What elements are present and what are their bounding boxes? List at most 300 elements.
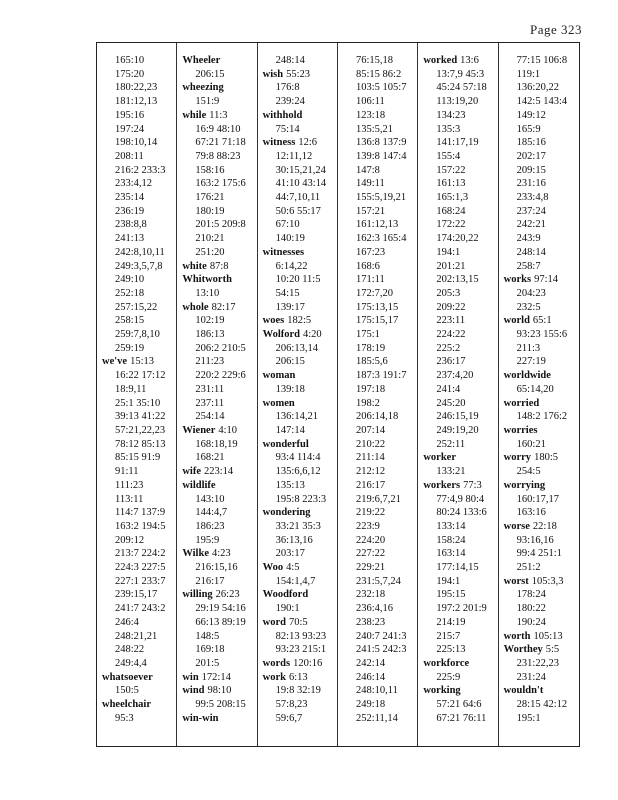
index-headword — [102, 698, 176, 712]
page-line-reference: 50:6 55:17 — [275, 205, 321, 217]
page-line-reference: 220:2 229:6 — [195, 370, 246, 382]
page-line-reference: 10:20 11:5 — [275, 274, 321, 286]
page-line-reference: 202:13,15 — [436, 274, 479, 286]
page-line-reference: 172:22 — [436, 219, 466, 231]
page-line-reference: 77:4,9 80:4 — [436, 493, 485, 505]
page-line-reference: 240:7 241:3 — [356, 630, 407, 642]
headword-reference: 11:3 — [209, 109, 228, 121]
page-line-reference: 248:10,11 — [356, 685, 398, 697]
index-column-4 — [338, 43, 418, 746]
page-line-reference: 133:14 — [436, 520, 466, 532]
headword-text: wonderful — [262, 438, 309, 450]
page-line-reference: 16:9 48:10 — [195, 123, 241, 135]
index-column-6 — [499, 43, 579, 746]
page-line-reference: 178:24 — [516, 589, 546, 601]
page-line-reference: 93:23 215:1 — [275, 644, 327, 656]
index-headword — [182, 547, 256, 561]
page-line-reference: 165:9 — [516, 123, 541, 135]
page-line-reference: 85:15 86:2 — [356, 68, 402, 80]
headword-reference: 182:5 — [287, 315, 312, 327]
page-line-reference: 245:20 — [436, 397, 466, 409]
page-line-reference: 155:5,19,21 — [356, 192, 407, 204]
headword-reference: 82:17 — [211, 301, 236, 313]
headword-reference: 4:23 — [211, 548, 231, 560]
page-line-reference: 195:16 — [115, 109, 145, 121]
page-line-reference: 195:9 — [195, 534, 220, 546]
page-line-reference: 198:10,14 — [115, 137, 158, 149]
page-line-reference: 178:19 — [356, 342, 386, 354]
page-line-reference: 176:21 — [195, 192, 225, 204]
headword-reference: 223:14 — [204, 466, 234, 478]
page-line-reference: 216:2 233:3 — [115, 164, 166, 176]
page-line-reference: 198:2 — [356, 397, 380, 409]
page-line-reference: 235:14 — [115, 192, 145, 204]
page-line-reference: 227:19 — [516, 356, 546, 368]
page-line-reference: 241:7 243:2 — [115, 603, 166, 615]
page-line-reference: 102:19 — [195, 315, 225, 327]
headword-text: works — [503, 274, 532, 286]
index-headword — [263, 588, 337, 602]
page-line-reference: 147:8 — [356, 164, 380, 176]
page-line-reference: 150:5 — [115, 685, 139, 697]
page-line-reference: 238:23 — [356, 616, 386, 628]
page-line-reference: 242:8,10,11 — [115, 246, 165, 258]
index-column-1 — [97, 43, 177, 746]
index-headword — [504, 520, 579, 534]
page-line-reference: 233:4,12 — [115, 178, 153, 190]
page-line-reference: 212:12 — [356, 466, 386, 478]
page-line-reference: 232:18 — [356, 589, 386, 601]
index-headword — [504, 273, 579, 287]
page-line-reference: 236:19 — [115, 205, 145, 217]
page-line-reference: 149:12 — [516, 109, 546, 121]
page-line-reference: 160:17,17 — [516, 493, 559, 505]
headword-text: worldwide — [503, 370, 551, 382]
headword-text: wildlife — [182, 479, 216, 491]
page-line-reference: 139:8 147:4 — [356, 150, 407, 162]
page-line-reference: 162:3 165:4 — [356, 233, 407, 245]
page-line-reference: 93:4 114:4 — [275, 452, 321, 464]
page-line-reference: 224:22 — [436, 329, 466, 341]
page-line-reference: 143:10 — [195, 493, 225, 505]
headword-text: wondering — [262, 507, 311, 519]
page-number: Page 323 — [529, 22, 582, 37]
index-headword — [504, 424, 579, 438]
page-line-reference: 114:7 137:9 — [115, 507, 166, 519]
headword-text: wife — [182, 466, 201, 478]
page-line-reference: 76:15,18 — [356, 55, 394, 66]
headword-reference: 87:8 — [209, 260, 229, 272]
page-line-reference: 206:15 — [275, 356, 305, 368]
index-headword — [263, 246, 337, 260]
page-line-reference: 197:24 — [115, 123, 145, 135]
page-line-reference: 197:18 — [356, 383, 386, 395]
page-line-reference: 206:14,18 — [356, 411, 399, 423]
page-line-reference: 157:22 — [436, 164, 466, 176]
page-line-reference: 181:12,13 — [115, 96, 158, 108]
page-line-reference: 93:23 155:6 — [516, 329, 568, 341]
page-line-reference: 213:7 224:2 — [115, 548, 166, 560]
headword-reference: 22:18 — [532, 520, 557, 532]
page-line-reference: 258:7 — [516, 260, 541, 272]
headword-reference: 4:10 — [218, 424, 238, 436]
page-line-reference: 6:14,22 — [275, 260, 308, 272]
page-line-reference: 206:15 — [195, 68, 225, 80]
page-line-reference: 249:3,5,7,8 — [115, 260, 163, 272]
page-line-reference: 66:13 89:19 — [195, 616, 246, 628]
index-headword — [263, 561, 337, 575]
page-line-reference: 231:5,7,24 — [356, 575, 401, 587]
headword-text: worries — [503, 424, 538, 436]
page-line-reference: 91:11 — [115, 466, 139, 478]
page-line-reference: 238:8,8 — [115, 219, 147, 231]
page-line-reference: 148:2 176:2 — [516, 411, 568, 423]
page-line-reference: 180:22 — [516, 603, 546, 615]
headword-text: women — [262, 397, 295, 409]
page-line-reference: 187:3 191:7 — [356, 370, 407, 382]
page-line-reference: 44:7,10,11 — [275, 192, 321, 204]
headword-text: workers — [423, 479, 461, 491]
page-line-reference: 242:14 — [356, 657, 386, 669]
page-line-reference: 165:1,3 — [436, 192, 469, 204]
page-line-reference: 39:13 41:22 — [115, 411, 166, 423]
page-line-reference: 195:1 — [516, 712, 541, 724]
headword-text: Wiener — [182, 424, 216, 436]
page-line-reference: 139:17 — [275, 301, 305, 313]
page-line-reference: 243:9 — [516, 233, 541, 245]
page-line-reference: 119:1 — [516, 68, 541, 80]
page-line-reference: 225:13 — [436, 644, 466, 656]
page-line-reference: 139:18 — [275, 383, 305, 395]
page-line-reference: 211:23 — [195, 356, 225, 368]
index-headword — [263, 397, 337, 411]
page-line-reference: 82:13 93:23 — [275, 630, 327, 642]
index-headword — [504, 369, 579, 383]
page-line-reference: 186:23 — [195, 520, 225, 532]
page-line-reference: 216:15,16 — [195, 562, 238, 574]
headword-text: Woodford — [262, 589, 309, 601]
page-line-reference: 163:2 175:6 — [195, 178, 246, 190]
page-line-reference: 28:15 42:12 — [516, 699, 568, 711]
headword-text: Worthey — [503, 644, 543, 656]
page-line-reference: 65:14,20 — [516, 383, 554, 395]
index-column-3 — [258, 43, 338, 746]
page-line-reference: 227:22 — [356, 548, 386, 560]
index-headword — [423, 684, 497, 698]
page-line-reference: 216:17 — [356, 479, 386, 491]
page-line-reference: 231:16 — [516, 178, 546, 190]
page-line-reference: 135:3 — [436, 123, 461, 135]
page-line-reference: 190:1 — [275, 603, 300, 615]
page-line-reference: 168:6 — [356, 260, 380, 272]
page-line-reference: 123:18 — [356, 109, 386, 121]
page-line-reference: 176:8 — [275, 82, 300, 94]
page-line-reference: 237:24 — [516, 205, 546, 217]
page-line-reference: 175:1 — [356, 329, 380, 341]
headword-reference: 6:13 — [289, 671, 308, 683]
page-line-reference: 252:11 — [436, 438, 466, 450]
index-headword — [182, 712, 256, 726]
index-column-5 — [418, 43, 498, 746]
index-headword — [504, 397, 579, 411]
headword-text: wheezing — [182, 82, 224, 94]
index-headword — [263, 68, 337, 82]
page-line-reference: 136:20,22 — [516, 82, 559, 94]
page-line-reference: 168:18,19 — [195, 438, 238, 450]
page-line-reference: 254:5 — [516, 466, 541, 478]
page-line-reference: 209:22 — [436, 301, 466, 313]
index-headword — [263, 328, 337, 342]
headword-reference: 98:10 — [207, 685, 232, 697]
page-line-reference: 103:5 105:7 — [356, 82, 407, 94]
index-headword — [182, 424, 256, 438]
page-line-reference: 202:17 — [516, 150, 546, 162]
page-line-reference: 242:21 — [516, 219, 546, 231]
page-line-reference: 248:21,21 — [115, 630, 158, 642]
page-line-reference: 195:15 — [436, 589, 466, 601]
page-line-reference: 36:13,16 — [275, 534, 313, 546]
index-headword — [182, 684, 256, 698]
index-headword — [182, 301, 256, 315]
page-line-reference: 231:22,23 — [516, 657, 559, 669]
headword-text: worry — [503, 452, 532, 464]
page-line-reference: 206:2 210:5 — [195, 342, 246, 354]
page-line-reference: 241:5 242:3 — [356, 644, 407, 656]
page-line-reference: 197:2 201:9 — [436, 603, 487, 615]
page-line-reference: 215:7 — [436, 630, 461, 642]
page-line-reference: 59:6,7 — [275, 712, 303, 724]
page-line-reference: 249:19,20 — [436, 424, 479, 436]
page-line-reference: 249:18 — [356, 699, 386, 711]
index-headword — [182, 479, 256, 493]
index-headword — [263, 369, 337, 383]
page-line-reference: 157:21 — [356, 205, 386, 217]
index-headword — [504, 643, 579, 657]
headword-reference: 12:6 — [298, 137, 317, 149]
page-line-reference: 163:16 — [516, 507, 546, 519]
page-line-reference: 190:24 — [516, 616, 546, 628]
page-line-reference: 174:20,22 — [436, 233, 479, 245]
page-line-reference: 223:11 — [436, 315, 466, 327]
page-line-reference: 133:21 — [436, 466, 466, 478]
page-line-reference: 136:8 137:9 — [356, 137, 407, 149]
index-headword — [504, 684, 579, 698]
page-line-reference: 163:2 194:5 — [115, 520, 166, 532]
page-line-reference: 113:11 — [115, 493, 144, 505]
page-line-reference: 225:2 — [436, 342, 461, 354]
index-headword — [263, 506, 337, 520]
page-line-reference: 225:9 — [436, 671, 461, 683]
index-headword — [263, 136, 337, 150]
page-line-reference: 249:4,4 — [115, 657, 147, 669]
page-line-reference: 13:10 — [195, 287, 220, 299]
page-line-reference: 75:14 — [275, 123, 300, 135]
page-line-reference: 233:4,8 — [516, 192, 549, 204]
headword-reference: 70:5 — [289, 616, 308, 628]
page-line-reference: 113:19,20 — [436, 96, 479, 108]
page-line-reference: 78:12 85:13 — [115, 438, 166, 450]
page-line-reference: 254:14 — [195, 411, 225, 423]
page-line-reference: 248:14 — [516, 246, 546, 258]
page-line-reference: 248:14 — [275, 55, 305, 66]
page-line-reference: 203:17 — [275, 548, 305, 560]
headword-text: Whitworth — [182, 274, 232, 286]
index-headword — [423, 479, 497, 493]
page-line-reference: 18:9,11 — [115, 383, 147, 395]
page-line-reference: 231:24 — [516, 671, 546, 683]
page-line-reference: 227:1 233:7 — [115, 575, 166, 587]
headword-reference: 180:5 — [534, 452, 558, 464]
page-line-reference: 169:18 — [195, 644, 225, 656]
index-headword — [182, 588, 256, 602]
index-headword — [182, 54, 256, 68]
page-line-reference: 57:8,23 — [275, 699, 308, 711]
index-headword — [182, 671, 256, 685]
page-line-reference: 67:21 71:18 — [195, 137, 246, 149]
page-line-reference: 99:4 251:1 — [516, 548, 562, 560]
page-line-reference: 144:4,7 — [195, 507, 228, 519]
page-line-reference: 175:20 — [115, 68, 145, 80]
page-line-reference: 161:13 — [436, 178, 466, 190]
page-line-reference: 141:17,19 — [436, 137, 479, 149]
page-line-reference: 231:11 — [195, 383, 225, 395]
page-line-reference: 251:20 — [195, 246, 225, 258]
headword-text: we've — [102, 356, 128, 368]
page-line-reference: 140:19 — [275, 233, 305, 245]
headword-text: worrying — [503, 479, 546, 491]
page-line-reference: 142:5 143:4 — [516, 96, 568, 108]
index-headword — [263, 109, 337, 123]
index-headword — [263, 671, 337, 685]
page-line-reference: 136:14,21 — [275, 411, 318, 423]
index-headword — [263, 314, 337, 328]
headword-reference: 97:14 — [534, 274, 558, 286]
page-line-reference: 149:11 — [356, 178, 385, 190]
headword-reference: 15:13 — [130, 356, 154, 368]
headword-text: worker — [423, 452, 456, 464]
headword-text: white — [182, 260, 207, 272]
page-line-reference: 30:15,21,24 — [275, 164, 326, 176]
page-line-reference: 246:15,19 — [436, 411, 479, 423]
headword-reference: 13:6 — [460, 55, 479, 66]
page-line-reference: 160:21 — [516, 438, 546, 450]
page-line-reference: 95:3 — [115, 712, 134, 724]
page-line-reference: 67:10 — [275, 219, 300, 231]
headword-text: wouldn't — [503, 685, 544, 697]
page-line-reference: 246:14 — [356, 671, 386, 683]
page-line-reference: 239:24 — [275, 96, 305, 108]
headword-text: witness — [262, 137, 296, 149]
page-line-reference: 25:1 35:10 — [115, 397, 161, 409]
page-line-reference: 219:22 — [356, 507, 386, 519]
page-line-reference: 252:18 — [115, 287, 145, 299]
page-line-reference: 208:11 — [115, 150, 144, 162]
page-line-reference: 211:14 — [356, 452, 385, 464]
page-line-reference: 232:5 — [516, 301, 541, 313]
page-line-reference: 251:2 — [516, 562, 541, 574]
page-line-reference: 209:12 — [115, 534, 145, 546]
page-line-reference: 219:6,7,21 — [356, 493, 401, 505]
headword-text: worst — [503, 575, 529, 587]
headword-text: willing — [182, 589, 213, 601]
headword-text: whole — [182, 301, 209, 313]
headword-reference: 26:23 — [215, 589, 240, 601]
page-line-reference: 79:8 88:23 — [195, 150, 241, 162]
page-line-reference: 99:5 208:15 — [195, 699, 246, 711]
page-line-reference: 257:15,22 — [115, 301, 158, 313]
headword-reference: 77:3 — [463, 479, 482, 491]
index-headword — [182, 273, 256, 287]
index-headword — [423, 54, 497, 68]
page-line-reference: 151:9 — [195, 96, 220, 108]
headword-reference: 5:5 — [545, 644, 560, 656]
page-line-reference: 41:10 43:14 — [275, 178, 327, 190]
page-line-reference: 168:21 — [195, 452, 225, 464]
page-line-reference: 229:21 — [356, 562, 386, 574]
headword-text: worse — [503, 520, 530, 532]
page-line-reference: 201:5 209:8 — [195, 219, 246, 231]
headword-text: Woo — [262, 562, 284, 574]
headword-text: whatsoever — [102, 671, 153, 683]
page-line-reference: 224:20 — [356, 534, 386, 546]
page-line-reference: 54:15 — [275, 287, 300, 299]
page-line-reference: 93:16,16 — [516, 534, 554, 546]
headword-text: wheelchair — [102, 699, 151, 711]
page-line-reference: 214:19 — [436, 616, 466, 628]
page-line-reference: 163:14 — [436, 548, 466, 560]
page-line-reference: 111:23 — [115, 479, 144, 491]
page-line-reference: 252:11,14 — [356, 712, 398, 724]
page-line-reference: 236:4,16 — [356, 603, 394, 615]
page-line-reference: 171:11 — [356, 274, 385, 286]
headword-text: woes — [262, 315, 285, 327]
headword-text: wind — [182, 685, 205, 697]
index-headword — [182, 465, 256, 479]
page-line-reference: 241:13 — [115, 233, 145, 245]
page-line-reference: 216:17 — [195, 575, 225, 587]
page-line-reference: 57:21,22,23 — [115, 424, 166, 436]
page-line-reference: 210:22 — [356, 438, 386, 450]
page-line-reference: 224:3 227:5 — [115, 562, 166, 574]
page-line-reference: 236:17 — [436, 356, 466, 368]
page-line-reference: 204:23 — [516, 287, 546, 299]
page-line-reference: 259:7,8,10 — [115, 329, 160, 341]
index-headword — [102, 671, 176, 685]
page-line-reference: 80:24 133:6 — [436, 507, 487, 519]
headword-text: Wolford — [262, 329, 300, 341]
page-line-reference: 186:13 — [195, 329, 225, 341]
page-line-reference: 135:13 — [275, 479, 305, 491]
page-line-reference: 19:8 32:19 — [275, 685, 321, 697]
page-line-reference: 106:11 — [356, 96, 385, 108]
index-headword — [504, 630, 579, 644]
headword-reference: 105:3,3 — [531, 575, 564, 587]
page-line-reference: 85:15 91:9 — [115, 452, 161, 464]
page-line-reference: 201:5 — [195, 657, 220, 669]
index-headword — [182, 260, 256, 274]
page-line-reference: 155:4 — [436, 150, 461, 162]
page-line-reference: 158:24 — [436, 534, 466, 546]
headword-text: win-win — [182, 712, 219, 724]
page-line-reference: 57:21 64:6 — [436, 699, 482, 711]
headword-text: world — [503, 315, 530, 327]
index-headword — [504, 479, 579, 493]
index-headword — [504, 314, 579, 328]
page-line-reference: 175:15,17 — [356, 315, 399, 327]
index-headword — [423, 451, 497, 465]
page-line-reference: 241:4 — [436, 383, 461, 395]
headword-text: workforce — [423, 657, 470, 669]
